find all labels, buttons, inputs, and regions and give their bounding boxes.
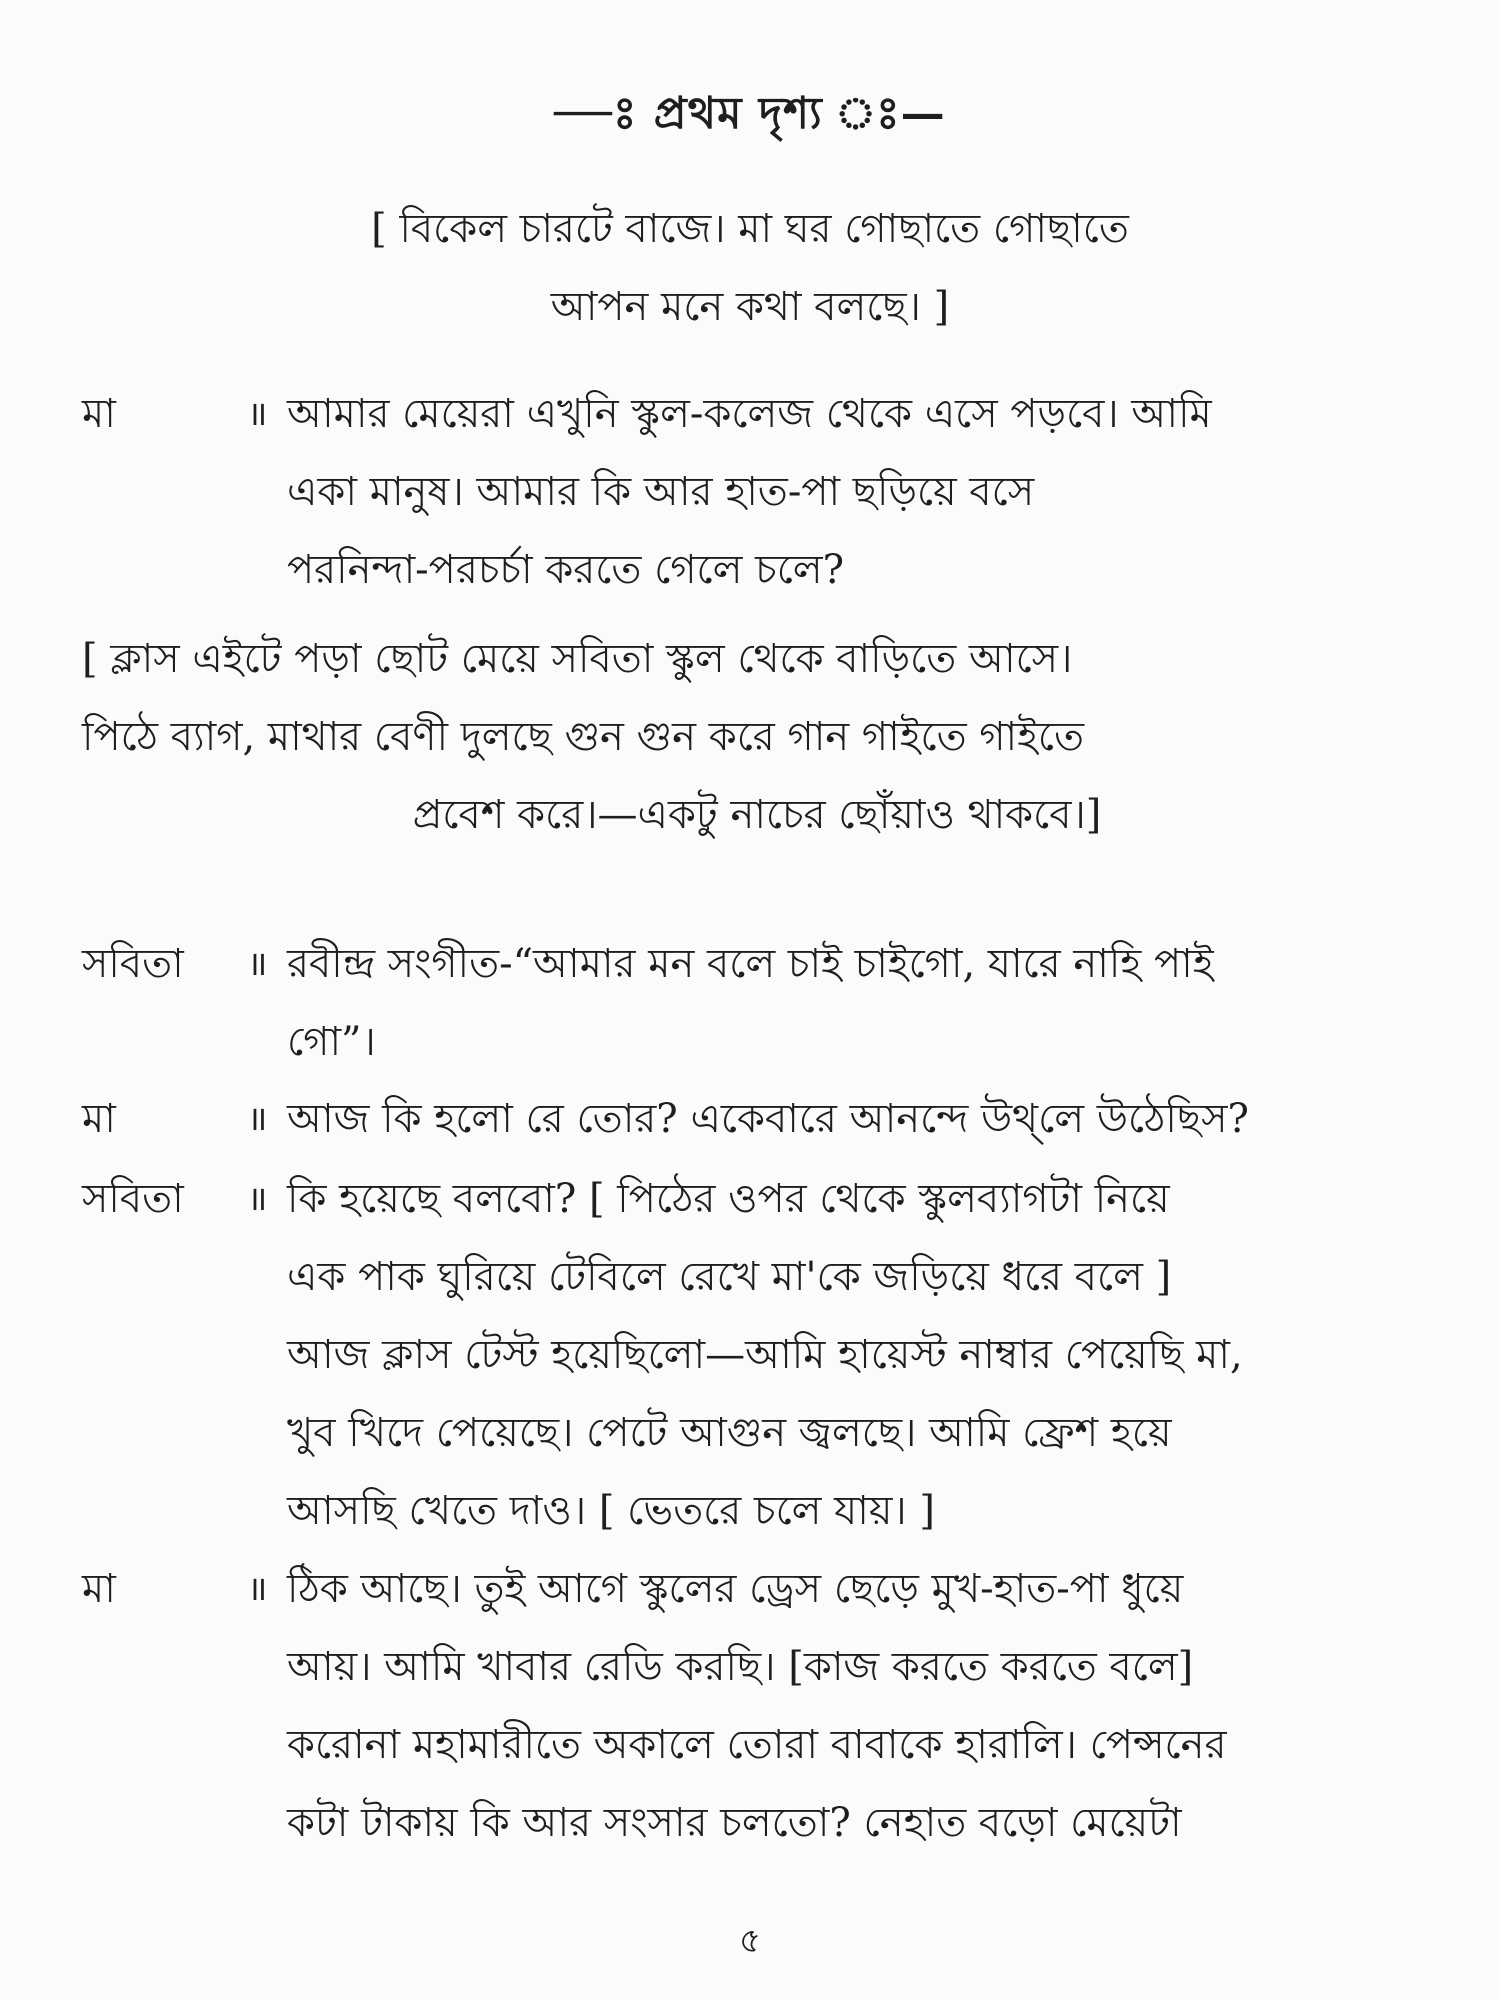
stage-direction-1: [0, 190, 1500, 346]
stage-direction-line: [ বিকেল চারটে বাজে। মা ঘর গোছাতে গোছাতে: [371, 206, 1129, 252]
dialogue-sabita-2: [82, 1160, 1432, 1560]
dialogue-sabita-1: [82, 925, 1432, 1085]
dialogue-ma-2: [82, 1080, 1432, 1160]
dialogue-line: আজ কি হলো রে তোর? একেবারে আনন্দে উথ্‌লে উঠেছিস?: [287, 1096, 1249, 1142]
speaker-name: মা: [82, 391, 116, 437]
dialogue-ma-1: [82, 375, 1432, 615]
scene-title: —ঃ প্রথম দৃশ্য ঃ—: [554, 88, 946, 139]
dialogue-line: রবীন্দ্র সংগীত-“আমার মন বলে চাই চাইগো, যারে নাহি পাই: [287, 941, 1214, 987]
dialogue-line: আসছি খেতে দাও। [ ভেতরে চলে যায়। ]: [287, 1488, 936, 1534]
stage-direction-line: আপন মনে কথা বলছে। ]: [550, 284, 950, 330]
stage-direction-line: পিঠে ব্যাগ, মাথার বেণী দুলছে গুন গুন করে গান গাইতে গাইতে: [82, 714, 1085, 760]
stage-direction-line: প্রবেশ করে।—একটু নাচের ছোঁয়াও থাকবে।]: [412, 792, 1102, 838]
dialogue-line: একা মানুষ। আমার কি আর হাত-পা ছড়িয়ে বসে: [287, 469, 1035, 515]
dialogue-ma-3: [82, 1550, 1432, 1870]
dialogue-line: করোনা মহামারীতে অকালে তোরা বাবাকে হারালি। পেন্সনের: [287, 1722, 1227, 1768]
stage-direction-2: [82, 620, 1432, 854]
dialogue-line: আজ ক্লাস টেস্ট হয়েছিলো—আমি হায়েস্ট নাম্বার পেয়েছি মা,: [287, 1332, 1243, 1378]
dialogue-line: খুব খিদে পেয়েছে। পেটে আগুন জ্বলছে। আমি ফ্রেশ হয়ে: [287, 1410, 1172, 1456]
speaker-separator: ॥: [247, 1099, 268, 1139]
page-number: ৫: [738, 1921, 762, 1961]
dialogue-line: এক পাক ঘুরিয়ে টেবিলে রেখে মা'কে জড়িয়ে ধরে বলে ]: [287, 1254, 1172, 1300]
dialogue-line: আমার মেয়েরা এখুনি স্কুল-কলেজ থেকে এসে পড়বে। আমি: [287, 391, 1212, 437]
dialogue-line: গো”।: [287, 1019, 376, 1065]
speaker-separator: ॥: [247, 1569, 268, 1609]
speaker-separator: ॥: [247, 1179, 268, 1219]
dialogue-line: আয়। আমি খাবার রেডি করছি। [কাজ করতে করতে বলে]: [287, 1644, 1194, 1690]
stage-direction-line: [ ক্লাস এইটে পড়া ছোট মেয়ে সবিতা স্কুল থেকে বাড়িতে আসে।: [82, 636, 1073, 682]
dialogue-line: ঠিক আছে। তুই আগে স্কুলের ড্রেস ছেড়ে মুখ-হাত-পা ধুয়ে: [287, 1566, 1184, 1612]
dialogue-line: পরনিন্দা-পরচর্চা করতে গেলে চলে?: [287, 547, 845, 593]
speaker-separator: ॥: [247, 944, 268, 984]
speaker-name: মা: [82, 1096, 116, 1142]
speaker-name: সবিতা: [82, 1176, 184, 1222]
speaker-name: সবিতা: [82, 941, 184, 987]
dialogue-line: কি হয়েছে বলবো? [ পিঠের ওপর থেকে স্কুলব্যাগটা নিয়ে: [287, 1176, 1170, 1222]
speaker-name: মা: [82, 1566, 116, 1612]
dialogue-line: কটা টাকায় কি আর সংসার চলতো? নেহাত বড়ো মেয়েটা: [287, 1800, 1182, 1846]
speaker-separator: ॥: [247, 394, 268, 434]
